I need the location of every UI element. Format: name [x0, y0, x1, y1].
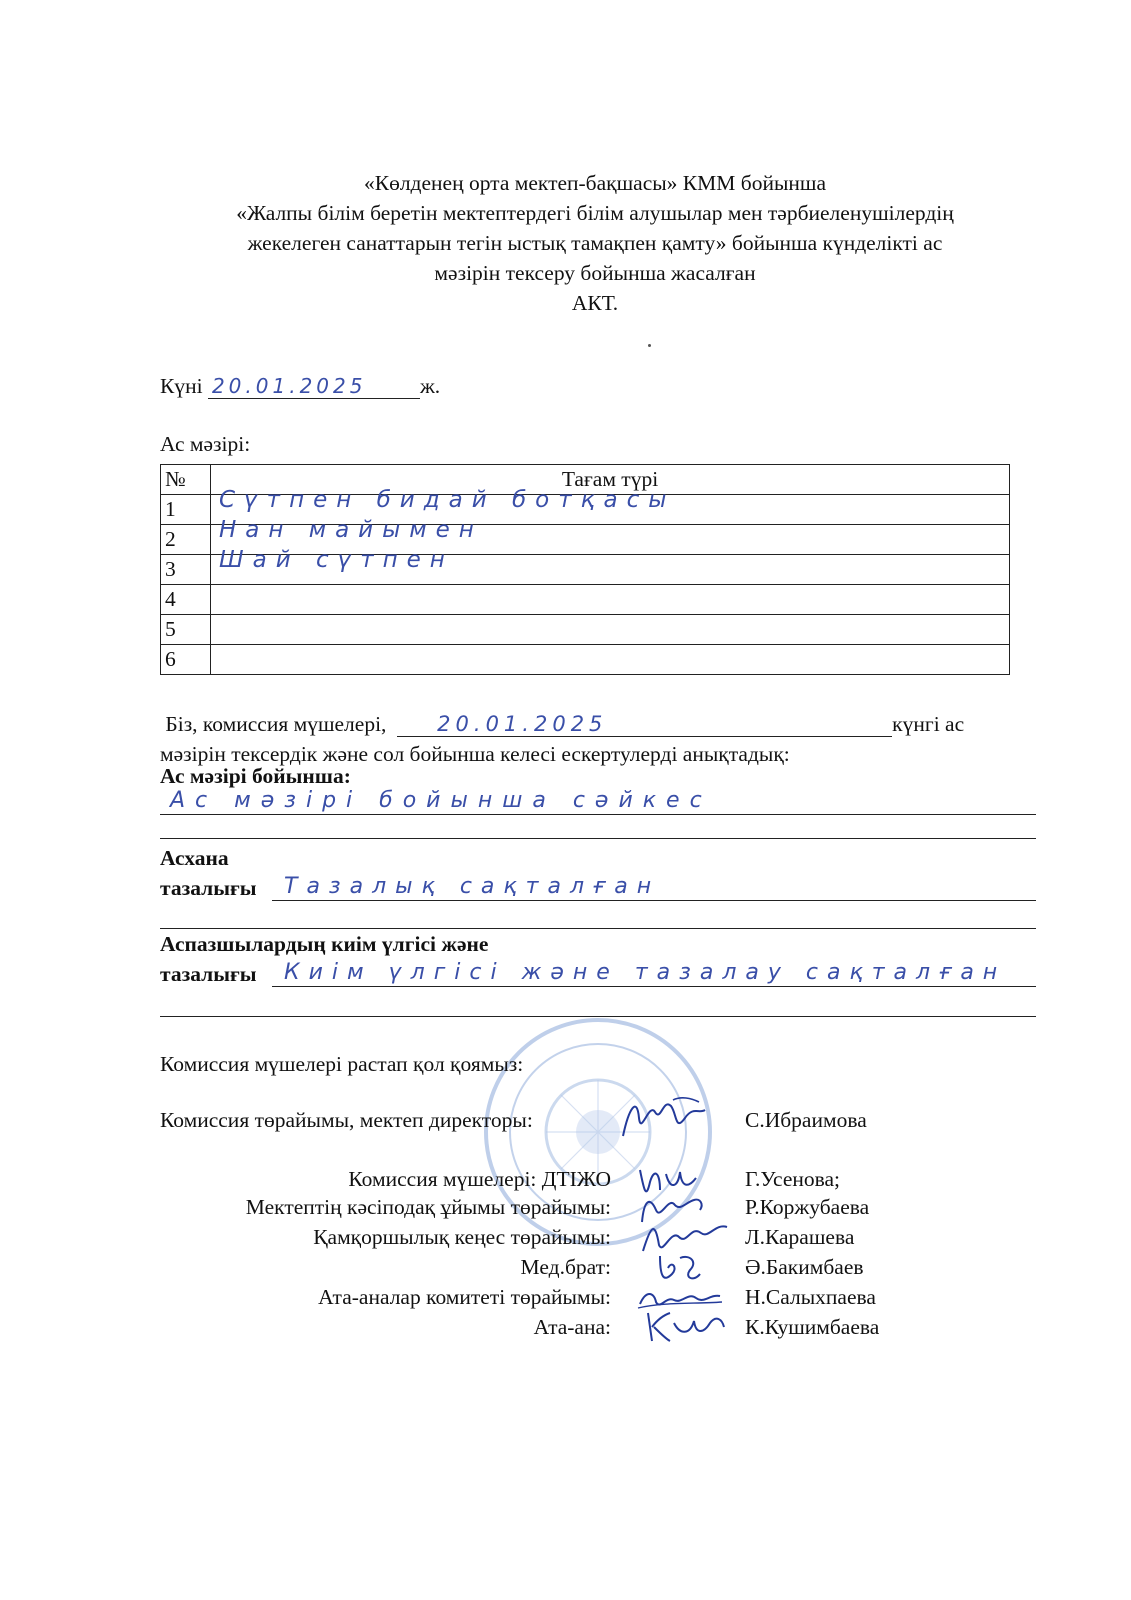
menu-row: [161, 585, 1010, 615]
menu-check-label: Ас мәзірі бойынша:: [160, 764, 351, 788]
header-line-3: жекелеген санаттарын тегін ыстық тамақпен қамту» бойынша күнделікті ас: [247, 231, 943, 255]
menu-row-number: 3: [161, 555, 211, 585]
commission-statement: [160, 712, 1036, 737]
menu-row-dish: [211, 547, 1010, 585]
menu-check-line-2: [160, 822, 1036, 839]
member-role: Қамқоршылық кеңес төрайымы:: [313, 1225, 611, 1249]
member-role: Ата-ана:: [533, 1315, 611, 1339]
header-number: №: [161, 465, 211, 495]
menu-row-number: 4: [161, 585, 211, 615]
menu-row-number: 2: [161, 525, 211, 555]
commission-part2: күнгі ас: [892, 712, 965, 736]
cooks-check-value: Киім үлгісі және тазалау сақталған: [284, 960, 1007, 985]
kitchen-check-line-2: [160, 910, 1036, 929]
cooks-label-2: тазалығы: [160, 962, 257, 986]
document-header: [150, 168, 1040, 318]
menu-check-line: [160, 790, 1036, 815]
menu-row-number: 6: [161, 645, 211, 675]
kitchen-check-line: [272, 876, 1036, 901]
menu-row: [161, 615, 1010, 645]
kitchen-check-value: Тазалық сақталған: [284, 874, 661, 899]
menu-table: [160, 464, 1010, 675]
commission-statement-line2: мәзірін тексердік және сол бойынша келесі ескертулерді анықтадық:: [160, 742, 790, 766]
chair-name: С.Ибраимова: [745, 1108, 867, 1132]
commission-date-value: 20.01.2025: [437, 712, 608, 736]
menu-check-value: Ас мәзірі бойынша сәйкес: [170, 788, 712, 813]
member-name: Р.Коржубаева: [745, 1195, 870, 1219]
member-name: Г.Усенова;: [745, 1167, 841, 1191]
menu-row-dish: [211, 615, 1010, 645]
menu-row-dish: [211, 645, 1010, 675]
dish-handwritten: Сүтпен бидай ботқасы: [219, 487, 676, 513]
date-value: 20.01.2025: [211, 374, 367, 398]
dish-handwritten: Нан майымен: [219, 517, 483, 543]
chair-role: Комиссия төрайымы, мектеп директоры:: [160, 1108, 533, 1132]
kitchen-label-1: Асхана: [160, 846, 229, 870]
member-name: К.Кушимбаева: [745, 1315, 880, 1339]
cooks-label-1: Аспазшылардың киім үлгісі және: [160, 932, 489, 956]
menu-label: Ас мәзірі:: [160, 432, 251, 456]
document-title: АКТ.: [571, 291, 619, 315]
signature-chair: [615, 1088, 715, 1146]
member-name: Ә.Бакимбаев: [745, 1255, 864, 1279]
header-line-4: мәзірін тексеру бойынша жасалған: [434, 261, 756, 285]
date-suffix: ж.: [419, 374, 441, 398]
kitchen-label-2: тазалығы: [160, 876, 257, 900]
dish-handwritten: Шай сүтпен: [219, 547, 454, 573]
commission-part1: Біз, комиссия мүшелері,: [165, 712, 387, 736]
menu-row: [161, 555, 1010, 585]
menu-row-number: 5: [161, 615, 211, 645]
member-role: Комиссия мүшелері: ДТІЖО: [348, 1167, 611, 1191]
header-line-1: «Көлденең орта мектеп-бақшасы» КММ бойынша: [363, 171, 827, 195]
member-name: Н.Салыхпаева: [745, 1285, 876, 1309]
header-dish: Тағам түрі: [211, 465, 1010, 495]
member-role: Мектептің кәсіподақ ұйымы төрайымы:: [245, 1195, 611, 1219]
header-line-2: «Жалпы білім беретін мектептердегі білім алушылар мен тәрбиеленушілердің: [236, 201, 954, 225]
commission-date-field: [397, 712, 892, 737]
date-row: [160, 372, 440, 399]
dot-mark: [648, 344, 651, 347]
member-role: Мед.брат:: [520, 1255, 611, 1279]
menu-row-number: 1: [161, 495, 211, 525]
menu-row-dish: [211, 585, 1010, 615]
member-role: Ата-аналар комитеті төрайымы:: [318, 1285, 611, 1309]
signature-member-6: [640, 1305, 730, 1347]
confirm-text: Комиссия мүшелері растап қол қоямыз:: [160, 1052, 524, 1076]
member-name: Л.Карашева: [745, 1225, 855, 1249]
date-field: [208, 372, 420, 399]
menu-row: [161, 645, 1010, 675]
date-label: Күні: [160, 374, 203, 398]
cooks-check-line: [272, 962, 1036, 987]
